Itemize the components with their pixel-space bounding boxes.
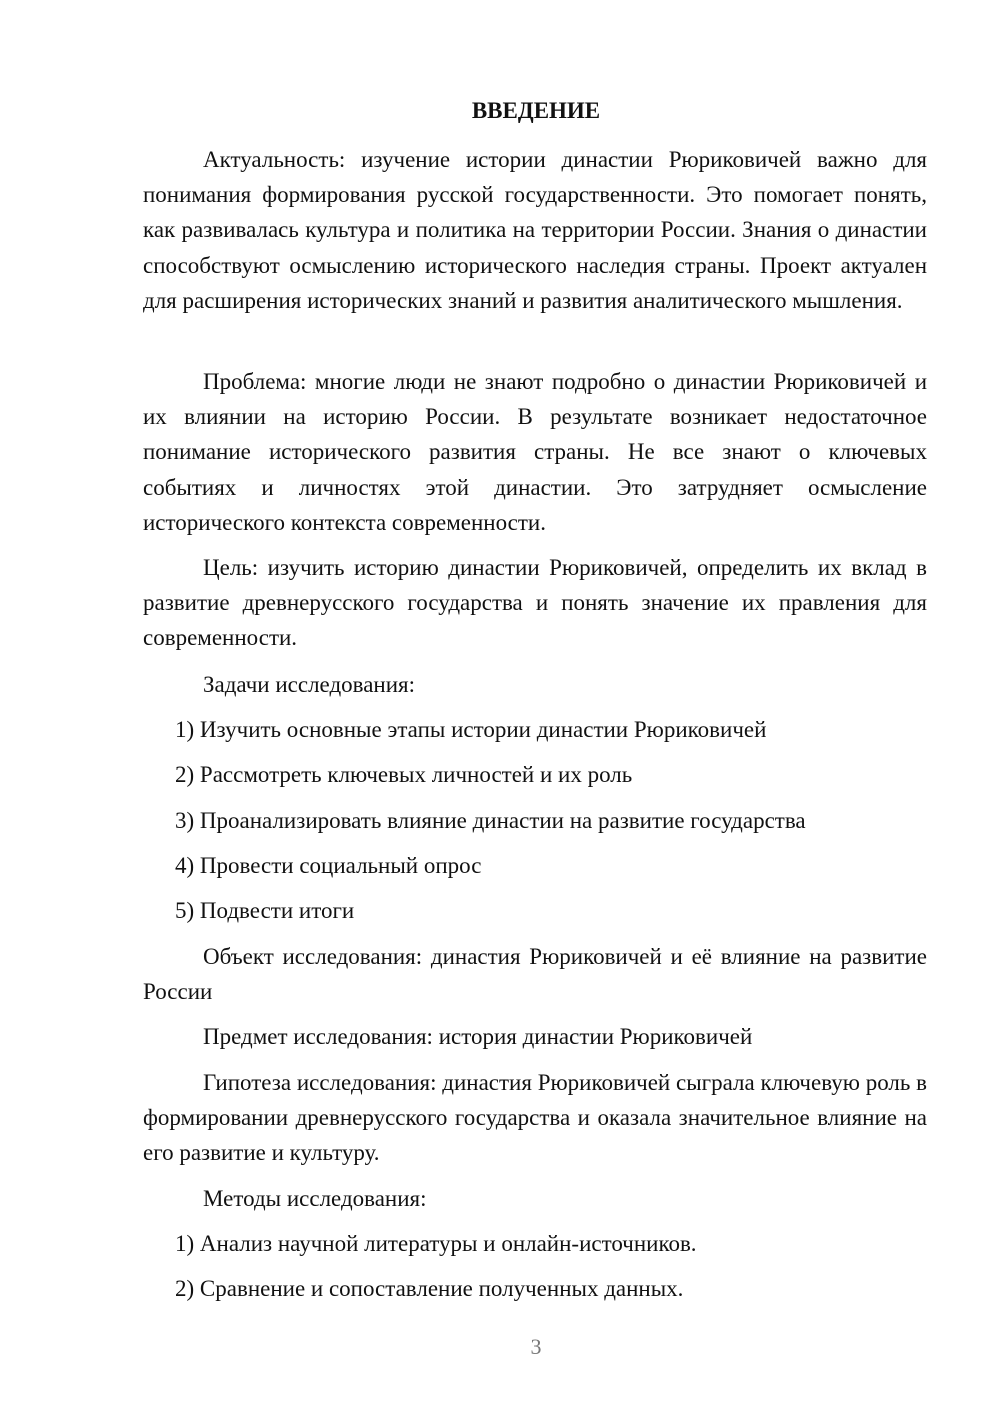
task-item-3: 3) Проанализировать влияние династии на развитие государства (175, 808, 806, 833)
task-item-2: 2) Рассмотреть ключевых личностей и их роль (175, 762, 633, 787)
page-number: 3 (530, 1334, 542, 1359)
tasks-heading: Задачи исследования: (203, 672, 416, 697)
paragraph-object: Объект исследования: династия Рюриковичей и её влияние на развитие России (143, 944, 927, 1005)
method-item-2: 2) Сравнение и сопоставление полученных данных. (175, 1276, 684, 1301)
paragraph-hypothesis: Гипотеза исследования: династия Рюриковичей сыграла ключевую роль в формировании древнерусского государства и оказала значительное влияние на его развитие и культуру. (143, 1070, 927, 1166)
paragraph-subject: Предмет исследования: история династии Рюриковичей (203, 1024, 753, 1049)
methods-heading: Методы исследования: (203, 1186, 427, 1211)
paragraph-goal: Цель: изучить историю династии Рюриковичей, определить их вклад в развитие древнерусского государства и понять значение их правления для современности. (143, 555, 927, 651)
page-title: ВВЕДЕНИЕ (471, 98, 601, 123)
task-item-5: 5) Подвести итоги (175, 898, 355, 923)
method-item-1: 1) Анализ научной литературы и онлайн-источников. (175, 1231, 697, 1256)
task-item-1: 1) Изучить основные этапы истории династии Рюриковичей (175, 717, 767, 742)
paragraph-problem: Проблема: многие люди не знают подробно о династии Рюриковичей и их влиянии на историю России. В результате возникает недостаточное понимание исторического развития страны. Не все знают о ключевых событиях и личностях этой династии. Это затрудняет осмысление исторического контекста современности. (143, 369, 927, 535)
paragraph-relevance: Актуальность: изучение истории династии Рюриковичей важно для понимания формирования русской государственности. Это помогает понять, как развивалась культура и политика на территории России. Знания о династии способствуют осмыслению исторического наследия страны. Проект актуален для расширения исторических знаний и развития аналитического мышления. (143, 147, 927, 313)
task-item-4: 4) Провести социальный опрос (175, 853, 482, 878)
